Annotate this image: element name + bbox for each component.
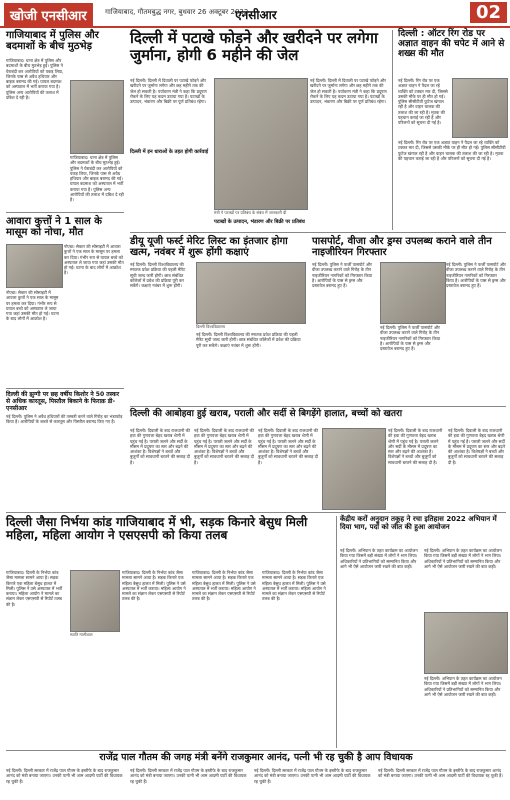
divider [392,30,393,230]
headline-gzb-police: गाजियाबाद में पुलिस और बदमाशों के बीच मुठभेड़ [6,30,99,52]
body-auto: नई दिल्ली। रिंग रोड पर एक अज्ञात वाहन ने पैदल जा रहे व्यक्ति को टक्कर मार दी, जिससे उसकी मौके पर ही मौत हो गई। पुलिस सीसीटीवी फुटेज खंगाल रही है और वाहन चालक की तलाश की जा रही है। मृतक की पहचान कराई जा रही है और परिजनों को सूचना दी गई है। [398,78,448,126]
divider [6,212,124,213]
caption-du: दिल्ली विश्वविद्यालय [196,324,226,329]
body-auto-2: नई दिल्ली। रिंग रोड पर एक अज्ञात वाहन ने पैदल जा रहे व्यक्ति को टक्कर मार दी, जिससे उसकी मौके पर ही मौत हो गई। पुलिस सीसीटीवी फुटेज खंगाल रही है और वाहन चालक की तलाश की जा रही है। मृतक की पहचान कराई जा रही है और परिजनों को सूचना दी गई है। [398,140,506,161]
body-dog-bite-2: नोएडा। सेक्टर की सोसाइटी में आवारा कुत्तों ने एक साल के मासूम पर हमला कर दिया। गंभीर रूप से घायल बच्चे को अस्पताल ले जाया गया जहां उसकी मौत हो गई। घटना के बाद लोगों में आक्रोश है। [6,290,59,322]
photo-accident [452,78,508,138]
body-rajendra-3: नई दिल्ली। दिल्ली सरकार में राजेंद्र पाल गौतम के इस्तीफे के बाद राजकुमार आनंद को मंत्री बनाया जाएगा। उनकी पत्नी भी आम आदमी पार्टी की विधायक रह चुकी हैं। [254,768,371,784]
photo-hospital [6,244,63,288]
body-rajendra: नई दिल्ली। दिल्ली सरकार में राजेंद्र पाल गौतम के इस्तीफे के बाद राजकुमार आनंद को मंत्री बनाया जाएगा। उनकी पत्नी भी आम आदमी पार्टी की विधायक रह चुकी हैं। [6,768,123,784]
body-nirbhaya-3: गाजियाबाद। दिल्ली के निर्भया कांड जैसा मामला सामने आया है। सड़क किनारे एक महिला बेसुध हालत में मिली। पुलिस ने उसे अस्पताल में भर्ती कराया। महिला आयोग ने मामले का संज्ञान लेकर एसएसपी से रिपोर्ट तलब की है। [192,570,256,602]
caption-nirbhaya: स्वाति मालीवाल [70,632,93,637]
body-dog-bite: नोएडा। सेक्टर की सोसाइटी में आवारा कुत्तों ने एक साल के मासूम पर हमला कर दिया। गंभीर रूप से घायल बच्चे को अस्पताल ले जाया गया जहां उसकी मौत हो गई। घटना के बाद लोगों में आक्रोश है। [64,244,124,276]
divider [336,516,337,748]
dateline: गाजियाबाद, गौतमबुद्ध नगर, बुधवार 26 अक्टूबर 2022 [105,8,249,16]
body-central-tax-3: नई दिल्ली। अभियान के तहत कार्यक्रम का आयोजन किया गया जिसमें बड़ी संख्या में लोगों ने भाग लिया। अधिकारियों ने प्रतिभागियों को सम्मानित किया और आगे भी ऐसे आयोजन जारी रखने की बात कही। [424,676,502,697]
headline-central-tax: केंद्रीय करों अनुदान तकूह ने रचा इतिहास 2022 अभियान में दिया भाग, पदों को जीत की हुआ आयोजन [340,515,497,531]
section-title: एनसीआर [235,8,277,22]
body-smugglers: नई दिल्ली। पुलिस ने अवैध हथियारों की तस्करी करने वाले गिरोह का भंडाफोड़ किया है। आरोपियों के कब्जे से कारतूस और पिस्तौल बरामद किए गए हैं। [6,414,123,425]
photo-event [424,612,508,674]
caption-crackers: मंत्री ने पटाखों पर प्रतिबंध के संबंध में जानकारी दी [214,210,287,215]
body-nirbhaya: गाजियाबाद। दिल्ली के निर्भया कांड जैसा मामला सामने आया है। सड़क किनारे एक महिला बेसुध हालत में मिली। पुलिस ने उसे अस्पताल में भर्ती कराया। महिला आयोग ने मामले का संज्ञान लेकर एसएसपी से रिपोर्ट तलब की है। [6,570,63,607]
photo-minister [214,78,308,210]
body-pollution-5: नई दिल्ली। दिवाली के बाद राजधानी की हवा की गुणवत्ता बेहद खराब श्रेणी में पहुंच गई है। पराली जलने और सर्दी के मौसम में प्रदूषण का स्तर और बढ़ने की आशंका है। विशेषज्ञों ने बच्चों और बुजुर्गों को सावधानी बरतने की सलाह दी है। [448,428,506,465]
photo-police [70,80,124,154]
body-passport-2: नई दिल्ली। पुलिस ने फर्जी पासपोर्ट और वीजा उपलब्ध कराने वाले गिरोह के तीन नाइजीरियन नागरिकों को गिरफ्तार किया है। आरोपियों के पास से ड्रग्स और दस्तावेज बरामद हुए हैं। [446,262,506,289]
body-pollution-4: नई दिल्ली। दिवाली के बाद राजधानी की हवा की गुणवत्ता बेहद खराब श्रेणी में पहुंच गई है। पराली जलने और सर्दी के मौसम में प्रदूषण का स्तर और बढ़ने की आशंका है। विशेषज्ञों ने बच्चों और बुजुर्गों को सावधानी बरतने की सलाह दी है। [388,428,443,465]
body-pollution-3: नई दिल्ली। दिवाली के बाद राजधानी की हवा की गुणवत्ता बेहद खराब श्रेणी में पहुंच गई है। पराली जलने और सर्दी के मौसम में प्रदूषण का स्तर और बढ़ने की आशंका है। विशेषज्ञों ने बच्चों और बुजुर्गों को सावधानी बरतने की सलाह दी है। [258,428,318,465]
body-gzb-police: गाजियाबाद। थाना क्षेत्र में पुलिस और बदमाशों के बीच मुठभेड़ हुई। पुलिस ने घेराबंदी कर आरोपियों को पकड़ लिया, जिनके पास से अवैध हथियार और बाइक बरामद की गई। घायल बदमाश को अस्पताल में भर्ती कराया गया है। पुलिस अन्य आरोपियों की तलाश में दबिश दे रही है। [6,58,64,101]
body-rajendra-4: नई दिल्ली। दिल्ली सरकार में राजेंद्र पाल गौतम के इस्तीफे के बाद राजकुमार आनंद को मंत्री बनाया जाएगा। उनकी पत्नी भी आम आदमी पार्टी की विधायक रह चुकी हैं। [378,768,503,779]
brand-logo: खोजी एनसीआर [4,3,93,27]
photo-arrested [380,262,446,324]
body-central-tax: नई दिल्ली। अभियान के तहत कार्यक्रम का आयोजन किया गया जिसमें बड़ी संख्या में लोगों ने भाग लिया। अधिकारियों ने प्रतिभागियों को सम्मानित किया और आगे भी ऐसे आयोजन जारी रखने की बात कही। [340,548,418,569]
body-rajendra-2: नई दिल्ली। दिल्ली सरकार में राजेंद्र पाल गौतम के इस्तीफे के बाद राजकुमार आनंद को मंत्री बनाया जाएगा। उनकी पत्नी भी आम आदमी पार्टी की विधायक रह चुकी हैं। [130,768,247,784]
body-pollution-2: नई दिल्ली। दिवाली के बाद राजधानी की हवा की गुणवत्ता बेहद खराब श्रेणी में पहुंच गई है। पराली जलने और सर्दी के मौसम में प्रदूषण का स्तर और बढ़ने की आशंका है। विशेषज्ञों ने बच्चों और बुजुर्गों को सावधानी बरतने की सलाह दी है। [194,428,254,465]
body-du: नई दिल्ली। दिल्ली विश्वविद्यालय की स्नातक प्रवेश प्रक्रिया की पहली मेरिट सूची जल्द जारी होगी। छात्र संबंधित कॉलेजों में प्रवेश की प्रक्रिया पूरी कर सकेंगे। कक्षाएं नवंबर में शुरू होंगी। [130,262,186,289]
photo-woman [70,570,120,632]
page-number: 02 [470,2,507,23]
body-crackers: नई दिल्ली। दिल्ली में दिवाली पर पटाखे फोड़ने और खरीदने पर जुर्माना लगेगा और छह महीने तक की जेल हो सकती है। पर्यावरण मंत्री ने कहा कि प्रदूषण रोकने के लिए यह कदम उठाया गया है। पटाखों के उत्पादन, भंडारण और बिक्री पर पूर्ण प्रतिबंध रहेगा। [130,78,207,105]
headline-rajendra: राजेंद्र पाल गौतम की जगह मंत्री बनेंगे राजकुमार आनंद, पत्नी भी रह चुकी है आप विधायक [99,752,413,763]
headline-passport: पासपोर्ट, वीजा और ड्रग्स उपलब्ध कराने वाले तीन नाइजीरियन गिरफ्तार [312,236,492,258]
headline-crackers: दिल्ली में पटाखे फोड़ने और खरीदने पर लगेगा जुर्माना, होगी 6 महीने की जेल [130,29,378,64]
headline-auto: दिल्ली : ऑटर रिंग रोड पर अज्ञात वाहन की चपेट में आने से शख्स की मौत [398,29,505,59]
body-crackers-2: नई दिल्ली। दिल्ली में दिवाली पर पटाखे फोड़ने और खरीदने पर जुर्माना लगेगा और छह महीने तक की जेल हो सकती है। पर्यावरण मंत्री ने कहा कि प्रदूषण रोकने के लिए यह कदम उठाया गया है। पटाखों के उत्पादन, भंडारण और बिक्री पर पूर्ण प्रतिबंध रहेगा। [310,78,387,105]
divider [6,750,506,751]
body-central-tax-2: नई दिल्ली। अभियान के तहत कार्यक्रम का आयोजन किया गया जिसमें बड़ी संख्या में लोगों ने भाग लिया। अधिकारियों ने प्रतिभागियों को सम्मानित किया और आगे भी ऐसे आयोजन जारी रखने की बात कही। [424,548,502,569]
headline-smugglers: दिल्ली की झुग्गी पर छह वर्षीय किशोर ने 50 तस्कर से अधिक कारतूस, पिस्तौल बिकाने के फिराक़ डी-एनसीआर [6,391,120,412]
body-nirbhaya-4: गाजियाबाद। दिल्ली के निर्भया कांड जैसा मामला सामने आया है। सड़क किनारे एक महिला बेसुध हालत में मिली। पुलिस ने उसे अस्पताल में भर्ती कराया। महिला आयोग ने मामले का संज्ञान लेकर एसएसपी से रिपोर्ट तलब की है। [262,570,326,602]
body-pollution: नई दिल्ली। दिवाली के बाद राजधानी की हवा की गुणवत्ता बेहद खराब श्रेणी में पहुंच गई है। पराली जलने और सर्दी के मौसम में प्रदूषण का स्तर और बढ़ने की आशंका है। विशेषज्ञों ने बच्चों और बुजुर्गों को सावधानी बरतने की सलाह दी है। [130,428,190,465]
headline-pollution: दिल्ली की आबोहवा हुई खराब, पराली और सर्दी से बिगड़ेंगे हालात, बच्चों को खतरा [130,409,403,419]
body-passport-3: नई दिल्ली। पुलिस ने फर्जी पासपोर्ट और वीजा उपलब्ध कराने वाले गिरोह के तीन नाइजीरियन नागरिकों को गिरफ्तार किया है। आरोपियों के पास से ड्रग्स और दस्तावेज बरामद हुए हैं। [380,325,441,352]
headline-du: डीयू यूजी फर्स्ट मेरिट लिस्ट का इंतजार होगा खत्म, नवंबर में शुरू होंगी कक्षाएं [130,236,288,258]
body-nirbhaya-2: गाजियाबाद। दिल्ली के निर्भया कांड जैसा मामला सामने आया है। सड़क किनारे एक महिला बेसुध हालत में मिली। पुलिस ने उसे अस्पताल में भर्ती कराया। महिला आयोग ने मामले का संज्ञान लेकर एसएसपी से रिपोर्ट तलब की है। [122,570,186,602]
divider [6,388,124,389]
photo-smog [322,428,386,510]
subhead-crackers-1: दिल्ली में इन धाराओं के तहत होगी कार्रवाई [130,149,209,155]
headline-nirbhaya: दिल्ली जैसा निर्भया कांड गाजियाबाद में भी, सड़क किनारे बेसुध मिली महिला, महिला आयोग ने एसएसपी को किया तलब [6,515,308,543]
body-du-2: नई दिल्ली। दिल्ली विश्वविद्यालय की स्नातक प्रवेश प्रक्रिया की पहली मेरिट सूची जल्द जारी होगी। छात्र संबंधित कॉलेजों में प्रवेश की प्रक्रिया पूरी कर सकेंगे। कक्षाएं नवंबर में शुरू होंगी। [196,332,301,348]
divider [6,512,506,513]
headline-dog-bite: आवारा कुत्तों ने 1 साल के मासूम को नोचा, मौत [6,216,102,238]
subhead-crackers-2: पटाखों के उत्पादन, भंडारण और बिक्री पर प्रतिबंध [214,219,305,225]
body-passport: नई दिल्ली। पुलिस ने फर्जी पासपोर्ट और वीजा उपलब्ध कराने वाले गिरोह के तीन नाइजीरियन नागरिकों को गिरफ्तार किया है। आरोपियों के पास से ड्रग्स और दस्तावेज बरामद हुए हैं। [312,262,373,289]
body-gzb-police-cont: गाजियाबाद। थाना क्षेत्र में पुलिस और बदमाशों के बीच मुठभेड़ हुई। पुलिस ने घेराबंदी कर आरोपियों को पकड़ लिया, जिनके पास से अवैध हथियार और बाइक बरामद की गई। घायल बदमाश को अस्पताल में भर्ती कराया गया है। पुलिस अन्य आरोपियों की तलाश में दबिश दे रही है। [70,155,124,203]
divider [130,406,506,407]
divider [130,232,506,233]
photo-du-building [196,262,306,324]
